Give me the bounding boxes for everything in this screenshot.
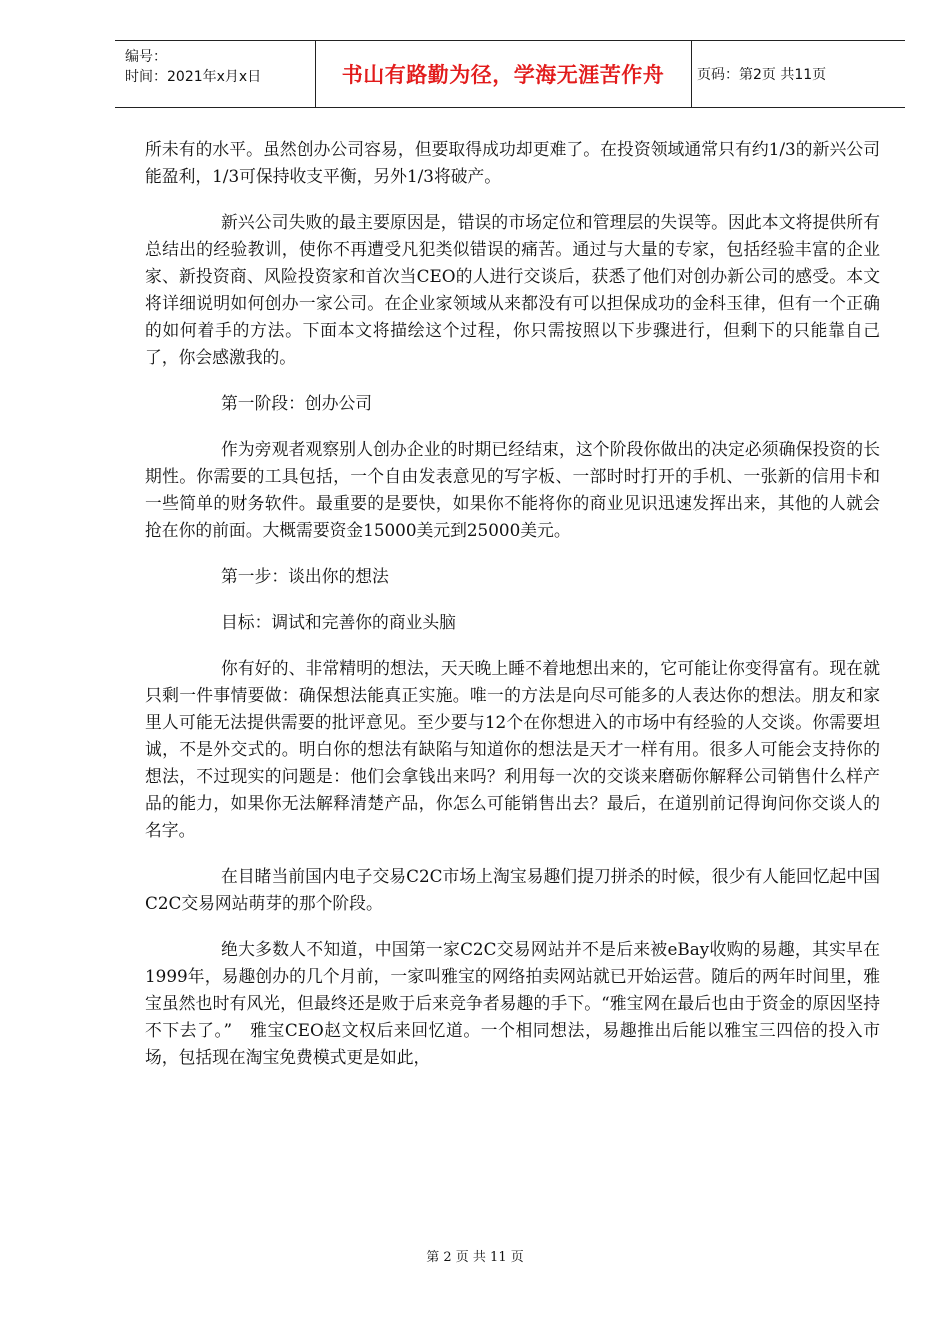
document-number-label: 编号： (125, 49, 167, 65)
body-paragraph: 在目睹当前国内电子交易C2C市场上淘宝易趣们提刀拼杀的时候，很少有人能回忆起中国C2C交易网站萌芽的那个阶段。 (145, 866, 880, 913)
body-paragraph: 新兴公司失败的最主要原因是，错误的市场定位和管理层的失误等。因此本文将提供所有总结出的经验教训，使你不再遭受凡犯类似错误的痛苦。通过与大量的专家，包括经验丰富的企业家、新投资商、风险投资家和首次当CEO的人进行交谈后，获悉了他们对创办新公司的感受。本文将详细说明如何创办一家公司。在企业家领域从来都没有可以担保成功的金科玉律，但有一个正确的如何着手的方法。下面本文将描绘这个过程，你只需按照以下步骤进行，但剩下的只能靠自己了，你会感激我的。 (145, 212, 880, 367)
header-page-info: 页码：第2页 共11页 (697, 67, 827, 83)
header-divider (315, 41, 316, 107)
section-heading: 第一阶段：创办公司 (221, 393, 373, 413)
step-heading: 第一步：谈出你的想法 (221, 566, 389, 586)
document-time-label: 时间：2021年x月x日 (125, 69, 262, 85)
header-motto: 书山有路勤为径，学海无涯苦作舟 (341, 63, 665, 87)
body-paragraph: 你有好的、非常精明的想法，天天晚上睡不着地想出来的，它可能让你变得富有。现在就只剩一件事情要做：确保想法能真正实施。唯一的方法是向尽可能多的人表达你的想法。朋友和家里人可能无法提供需要的批评意见。至少要与12个在你想进入的市场中有经验的人交谈。你需要坦诚，不是外交式的。明白你的想法有缺陷与知道你的想法是天才一样有用。很多人可能会支持你的想法，不过现实的问题是：他们会拿钱出来吗？利用每一次的交谈来磨砺你解释公司销售什么样产品的能力，如果你无法解释清楚产品，你怎么可能销售出去？最后，在道别前记得询问你交谈人的名字。 (145, 658, 880, 840)
body-paragraph: 绝大多数人不知道，中国第一家C2C交易网站并不是后来被eBay收购的易趣，其实早在1999年，易趣创办的几个月前，一家叫雅宝的网络拍卖网站就已开始运营。随后的两年时间里，雅宝虽然也时有风光，但最终还是败于后来竞争者易趣的手下。“雅宝网在最后也由于资金的原因坚持不下去了。” 雅宝CEO赵文权后来回忆道。一个相同想法，易趣推出后能以雅宝三四倍的投入市场，包括现在淘宝免费模式更是如此， (145, 939, 880, 1067)
document-header (115, 40, 905, 108)
header-divider (691, 41, 692, 107)
page-footer: 第 2 页 共 11 页 (426, 1250, 524, 1265)
body-paragraph: 作为旁观者观察别人创办企业的时期已经结束，这个阶段你做出的决定必须确保投资的长期性。你需要的工具包括，一个自由发表意见的写字板、一部时时打开的手机、一张新的信用卡和一些简单的财务软件。最重要的是要快，如果你不能将你的商业见识迅速发挥出来，其他的人就会抢在你的前面。大概需要资金15000美元到25000美元。 (145, 439, 880, 540)
goal-line: 目标：调试和完善你的商业头脑 (221, 612, 456, 632)
document-body (145, 136, 880, 1090)
header-meta (125, 47, 315, 87)
body-paragraph: 所未有的水平。虽然创办公司容易，但要取得成功却更难了。在投资领域通常只有约1/3的新兴公司能盈利，1/3可保持收支平衡，另外1/3将破产。 (145, 139, 880, 186)
